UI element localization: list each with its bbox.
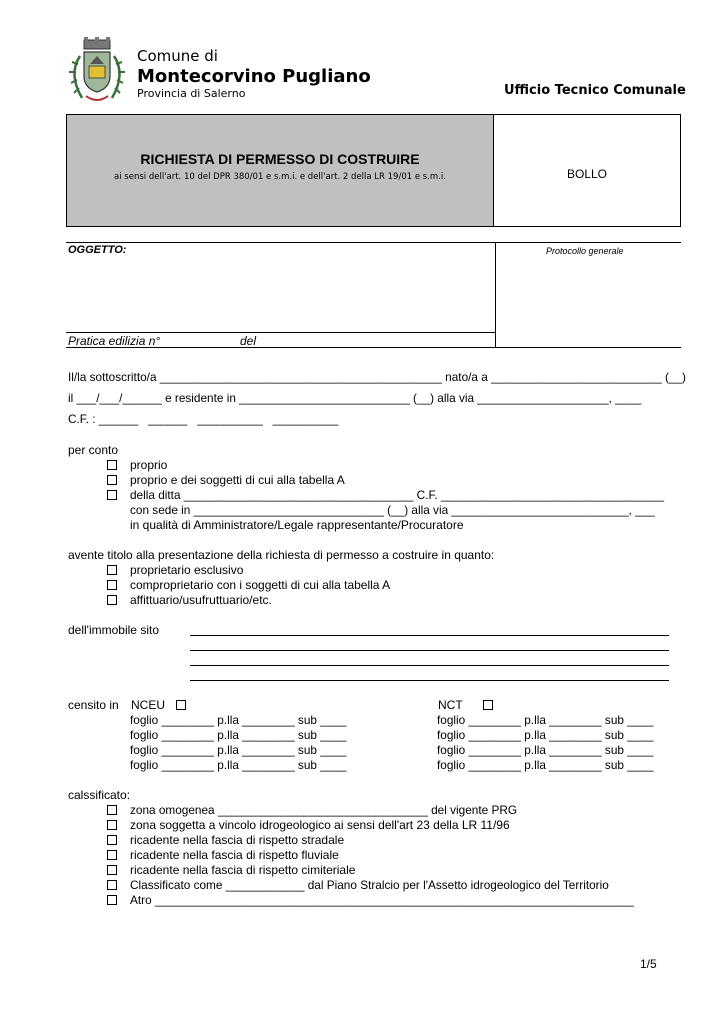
- bollo-label: BOLLO: [566, 167, 608, 181]
- option-proprio: proprio: [130, 458, 168, 472]
- checkbox-vincolo-idrogeologico[interactable]: [107, 820, 117, 830]
- option-vincolo-idrogeologico: zona soggetta a vincolo idrogeologico ai sensi dell'art 23 della LR 11/96: [130, 818, 510, 832]
- option-rispetto-stradale: ricadente nella fascia di rispetto stradale: [130, 833, 345, 847]
- option-comproprietario: comproprietario con i soggetti di cui alla tabella A: [130, 578, 391, 592]
- option-rispetto-fluviale: ricadente nella fascia di rispetto fluviale: [130, 848, 339, 862]
- option-zona-omogenea: zona omogenea ________________________________ del vigente PRG: [130, 803, 518, 817]
- document-subtitle: ai sensi dell'art. 10 del DPR 380/01 e s.m.i. e dell'art. 2 della LR 19/01 e s.m.i.: [114, 172, 446, 182]
- nct-label: NCT: [438, 698, 463, 712]
- classificato-label: calssificato:: [68, 788, 131, 802]
- censito-label: censito in: [68, 698, 119, 712]
- option-proprietario: proprietario esclusivo: [130, 563, 244, 577]
- ditta-sede-line: con sede in _____________________________ (__) alla via ___________________________, ___: [130, 503, 655, 517]
- checkbox-proprietario[interactable]: [107, 565, 117, 575]
- checkbox-proprio[interactable]: [107, 460, 117, 470]
- option-altro: Atro _________________________________________________________________________: [130, 893, 634, 907]
- nct-row-3: foglio ________ p.lla ________ sub ____: [437, 743, 654, 757]
- immobile-line-3[interactable]: [190, 665, 669, 666]
- checkbox-della-ditta[interactable]: [107, 490, 117, 500]
- comune-di-label: Comune di: [137, 47, 218, 65]
- nceu-label: NCEU: [131, 698, 166, 712]
- nceu-row-1: foglio ________ p.lla ________ sub ____: [130, 713, 347, 727]
- protocollo-label: Protocollo generale: [546, 246, 624, 256]
- checkbox-comproprietario[interactable]: [107, 580, 117, 590]
- pratica-top-rule: [66, 332, 495, 333]
- option-della-ditta: della ditta ___________________________________ C.F. __________________________________: [130, 488, 665, 502]
- checkbox-piano-stralcio[interactable]: [107, 880, 117, 890]
- comune-name: Montecorvino Pugliano: [137, 66, 371, 87]
- applicant-line-2: il ___/___/______ e residente in __________________________ (__) alla via ____________________, ____: [68, 391, 642, 405]
- checkbox-altro[interactable]: [107, 895, 117, 905]
- checkbox-proprio-e-soggetti[interactable]: [107, 475, 117, 485]
- checkbox-affittuario[interactable]: [107, 595, 117, 605]
- bollo-box: [494, 114, 681, 227]
- oggetto-divider: [495, 242, 496, 347]
- nceu-row-3: foglio ________ p.lla ________ sub ____: [130, 743, 347, 757]
- pratica-label: Pratica edilizia n°: [68, 334, 161, 348]
- oggetto-label: OGGETTO:: [68, 244, 127, 256]
- checkbox-rispetto-fluviale[interactable]: [107, 850, 117, 860]
- applicant-cf-line: C.F. : ______ ______ __________ __________: [68, 412, 339, 426]
- applicant-line-1: Il/la sottoscritto/a ___________________________________________ nato/a a __________________________ (__): [68, 370, 686, 384]
- municipal-emblem: [64, 36, 130, 106]
- titolo-label: avente titolo alla presentazione della richiesta di permesso a costruire in quanto:: [68, 548, 495, 562]
- option-piano-stralcio: Classificato come ____________ dal Piano Stralcio per l'Assetto idrogeologico del Territorio: [130, 878, 609, 892]
- option-affittuario: affittuario/usufruttuario/etc.: [130, 593, 272, 607]
- page-number: 1/5: [640, 957, 657, 971]
- checkbox-nceu[interactable]: [176, 700, 186, 710]
- nceu-row-2: foglio ________ p.lla ________ sub ____: [130, 728, 347, 742]
- nct-row-1: foglio ________ p.lla ________ sub ____: [437, 713, 654, 727]
- immobile-line-1[interactable]: [190, 635, 669, 636]
- document-title: RICHIESTA DI PERMESSO DI COSTRUIRE: [140, 151, 420, 167]
- checkbox-rispetto-stradale[interactable]: [107, 835, 117, 845]
- checkbox-zona-omogenea[interactable]: [107, 805, 117, 815]
- ufficio-label: Ufficio Tecnico Comunale: [504, 83, 686, 98]
- nct-row-2: foglio ________ p.lla ________ sub ____: [437, 728, 654, 742]
- nct-row-4: foglio ________ p.lla ________ sub ____: [437, 758, 654, 772]
- option-rispetto-cimiteriale: ricadente nella fascia di rispetto cimiteriale: [130, 863, 356, 877]
- nceu-row-4: foglio ________ p.lla ________ sub ____: [130, 758, 347, 772]
- checkbox-nct[interactable]: [483, 700, 493, 710]
- title-box: [66, 114, 494, 227]
- oggetto-top-rule: [66, 242, 681, 243]
- option-proprio-e-soggetti: proprio e dei soggetti di cui alla tabella A: [130, 473, 345, 487]
- ditta-qualita-line: in qualità di Amministratore/Legale rappresentante/Procuratore: [130, 518, 464, 532]
- provincia-label: Provincia di Salerno: [137, 87, 246, 100]
- pratica-del-label: del: [240, 334, 257, 348]
- per-conto-label: per conto: [68, 443, 119, 457]
- immobile-label: dell'immobile sito: [68, 623, 159, 637]
- immobile-line-4[interactable]: [190, 680, 669, 681]
- checkbox-rispetto-cimiteriale[interactable]: [107, 865, 117, 875]
- immobile-line-2[interactable]: [190, 650, 669, 651]
